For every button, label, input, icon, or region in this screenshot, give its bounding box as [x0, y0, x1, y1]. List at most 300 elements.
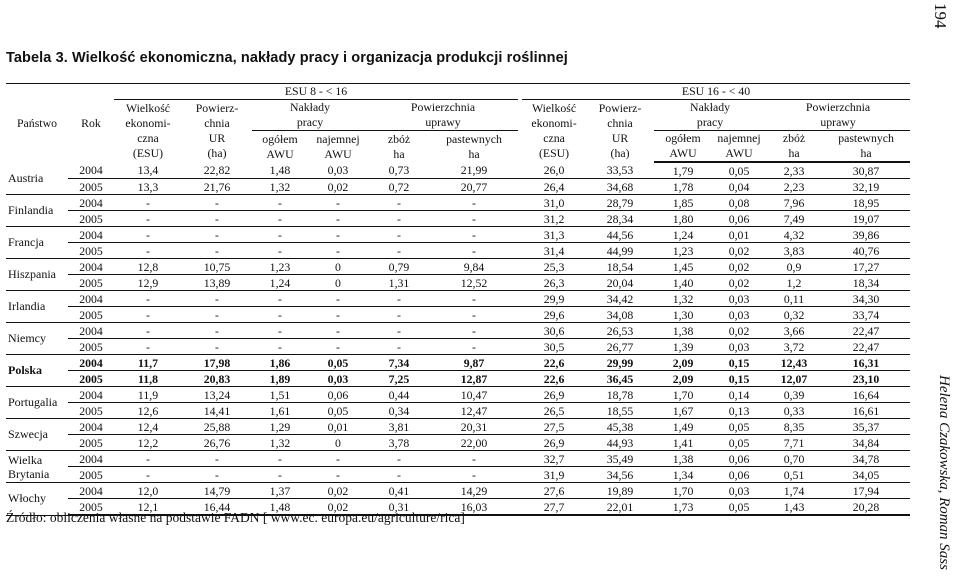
value-cell: 2,23 [766, 179, 822, 195]
value-cell: - [252, 211, 308, 227]
value-cell: 16,31 [822, 355, 910, 371]
value-cell: 0,70 [766, 451, 822, 467]
table-row [6, 162, 910, 179]
table-row [6, 355, 910, 371]
value-cell: 3,72 [766, 339, 822, 355]
value-cell: 26,77 [586, 339, 654, 355]
value-cell: 40,76 [822, 243, 910, 259]
value-cell: - [430, 467, 518, 483]
value-cell: 30,87 [822, 162, 910, 179]
value-cell: 34,84 [822, 435, 910, 451]
value-cell: 31,4 [522, 243, 586, 259]
value-cell: 29,9 [522, 291, 586, 307]
value-cell: 11,9 [114, 387, 182, 403]
value-cell: 0,04 [712, 179, 766, 195]
table-row [6, 227, 910, 243]
value-cell: 19,07 [822, 211, 910, 227]
value-cell: - [430, 323, 518, 339]
year-cell: 2005 [68, 339, 114, 355]
year-cell: 2004 [68, 227, 114, 243]
value-cell: 1,86 [252, 355, 308, 371]
table-row [6, 291, 910, 307]
value-cell: 0,03 [712, 483, 766, 499]
year-cell: 2005 [68, 371, 114, 387]
value-cell: 34,78 [822, 451, 910, 467]
value-cell: - [252, 243, 308, 259]
value-cell: 31,3 [522, 227, 586, 243]
value-cell: 12,2 [114, 435, 182, 451]
value-cell: 1,67 [654, 403, 712, 419]
value-cell: 34,42 [586, 291, 654, 307]
value-cell: - [368, 307, 430, 323]
country-name: Francja [6, 227, 68, 259]
table-body [6, 162, 910, 515]
value-cell: 29,6 [522, 307, 586, 323]
value-cell: 7,96 [766, 195, 822, 211]
value-cell: 18,34 [822, 275, 910, 291]
value-cell: 1,78 [654, 179, 712, 195]
value-cell: - [182, 307, 252, 323]
value-cell: - [182, 339, 252, 355]
value-cell: - [252, 195, 308, 211]
value-cell: - [368, 451, 430, 467]
value-cell: 0,72 [368, 179, 430, 195]
value-cell: 25,3 [522, 259, 586, 275]
value-cell: 0,05 [712, 499, 766, 516]
year-cell: 2004 [68, 323, 114, 339]
value-cell: 0 [308, 259, 368, 275]
value-cell: 1,80 [654, 211, 712, 227]
value-cell: 18,54 [586, 259, 654, 275]
value-cell: 1,45 [654, 259, 712, 275]
value-cell: - [114, 451, 182, 467]
year-cell: 2005 [68, 275, 114, 291]
value-cell: 12,87 [430, 371, 518, 387]
source-note: Źródło: obliczenia własne na podstawie FADN [ www.ec. europa.eu/agriculture/rica] [6, 510, 465, 525]
value-cell: - [308, 339, 368, 355]
value-cell: 17,94 [822, 483, 910, 499]
value-cell: 0,11 [766, 291, 822, 307]
table-row [6, 403, 910, 419]
value-cell: 28,34 [586, 211, 654, 227]
header-labour-b: Nakłady pracy [654, 100, 766, 131]
header-cereals-a: zbóż ha [387, 131, 411, 161]
value-cell: - [368, 211, 430, 227]
value-cell: 0,05 [308, 403, 368, 419]
header-labour-a: Nakłady pracy [252, 100, 368, 131]
year-cell: 2005 [68, 307, 114, 323]
value-cell: 22,6 [522, 355, 586, 371]
value-cell: 0,03 [308, 371, 368, 387]
value-cell: 7,49 [766, 211, 822, 227]
value-cell: 0,79 [368, 259, 430, 275]
value-cell: 26,9 [522, 435, 586, 451]
table-row [6, 179, 910, 195]
value-cell: 0,15 [712, 355, 766, 371]
value-cell: - [182, 323, 252, 339]
value-cell: 1,32 [252, 435, 308, 451]
value-cell: 1,38 [654, 323, 712, 339]
value-cell: - [308, 195, 368, 211]
value-cell: 19,89 [586, 483, 654, 499]
value-cell: 12,1 [114, 499, 182, 516]
value-cell: 26,76 [182, 435, 252, 451]
value-cell: - [368, 243, 430, 259]
value-cell: 1,89 [252, 371, 308, 387]
value-cell: - [368, 467, 430, 483]
table-row [6, 387, 910, 403]
value-cell: 22,82 [182, 162, 252, 179]
value-cell: 0,08 [712, 195, 766, 211]
value-cell: 0,01 [308, 419, 368, 435]
value-cell: 8,35 [766, 419, 822, 435]
value-cell: 23,10 [822, 371, 910, 387]
value-cell: - [252, 291, 308, 307]
value-cell: 0,05 [712, 435, 766, 451]
value-cell: 33,74 [822, 307, 910, 323]
year-cell: 2004 [68, 483, 114, 499]
value-cell: - [114, 467, 182, 483]
value-cell: - [308, 467, 368, 483]
value-cell: 13,24 [182, 387, 252, 403]
value-cell: 13,89 [182, 275, 252, 291]
value-cell: 13,4 [114, 162, 182, 179]
value-cell: 0,03 [712, 307, 766, 323]
value-cell: 12,52 [430, 275, 518, 291]
value-cell: 0,06 [308, 387, 368, 403]
value-cell: 0,02 [712, 323, 766, 339]
value-cell: 20,31 [430, 419, 518, 435]
value-cell: 2,33 [766, 162, 822, 179]
value-cell: 1,73 [654, 499, 712, 516]
value-cell: - [252, 467, 308, 483]
header-group-a: ESU 8 - < 16 [114, 84, 518, 100]
value-cell: 45,38 [586, 419, 654, 435]
year-cell: 2005 [68, 499, 114, 516]
value-cell: - [114, 307, 182, 323]
value-cell: - [368, 323, 430, 339]
value-cell: - [308, 243, 368, 259]
value-cell: - [114, 243, 182, 259]
value-cell: 44,93 [586, 435, 654, 451]
value-cell: 1,24 [654, 227, 712, 243]
value-cell: - [182, 227, 252, 243]
year-cell: 2005 [68, 467, 114, 483]
value-cell: 1,34 [654, 467, 712, 483]
value-cell: 1,32 [654, 291, 712, 307]
year-cell: 2004 [68, 259, 114, 275]
year-cell: 2005 [68, 211, 114, 227]
value-cell: - [252, 339, 308, 355]
value-cell: 0,41 [368, 483, 430, 499]
value-cell: 26,3 [522, 275, 586, 291]
header-country: Państwo [6, 84, 68, 163]
header-crop-a: Powierzchnia uprawy [368, 100, 518, 131]
value-cell: - [308, 307, 368, 323]
value-cell: 36,45 [586, 371, 654, 387]
value-cell: 0,05 [712, 162, 766, 179]
value-cell: - [308, 227, 368, 243]
value-cell: 10,47 [430, 387, 518, 403]
year-cell: 2004 [68, 355, 114, 371]
value-cell: 44,99 [586, 243, 654, 259]
table-row [6, 371, 910, 387]
value-cell: 1,2 [766, 275, 822, 291]
value-cell: - [308, 323, 368, 339]
data-table [6, 83, 910, 516]
value-cell: - [252, 307, 308, 323]
value-cell: 1,29 [252, 419, 308, 435]
value-cell: 14,41 [182, 403, 252, 419]
table-row [6, 451, 910, 467]
value-cell: 31,9 [522, 467, 586, 483]
value-cell: 29,99 [586, 355, 654, 371]
value-cell: 12,47 [430, 403, 518, 419]
value-cell: 39,86 [822, 227, 910, 243]
value-cell: 20,04 [586, 275, 654, 291]
header-esu-a: Wielkość ekonomi- czna (ESU) [125, 101, 171, 160]
header-total-b: ogółem AWU [654, 131, 712, 163]
value-cell: 0,06 [712, 467, 766, 483]
header-area-b: Powierz- chnia UR (ha) [598, 101, 642, 160]
value-cell: 12,8 [114, 259, 182, 275]
value-cell: 11,8 [114, 371, 182, 387]
value-cell: 0,32 [766, 307, 822, 323]
value-cell: 27,7 [522, 499, 586, 516]
country-name: Irlandia [6, 291, 68, 323]
value-cell: 0,06 [712, 451, 766, 467]
value-cell: - [252, 323, 308, 339]
value-cell: 3,81 [368, 419, 430, 435]
table-title: Tabela 3. Wielkość ekonomiczna, nakłady pracy i organizacja produkcji roślinnej [6, 50, 568, 66]
value-cell: 22,6 [522, 371, 586, 387]
value-cell: - [182, 195, 252, 211]
value-cell: 32,19 [822, 179, 910, 195]
year-cell: 2004 [68, 451, 114, 467]
value-cell: 17,27 [822, 259, 910, 275]
value-cell: - [430, 307, 518, 323]
value-cell: 1,70 [654, 483, 712, 499]
country-name: Finlandia [6, 195, 68, 227]
value-cell: 0,02 [712, 259, 766, 275]
value-cell: 1,43 [766, 499, 822, 516]
country-name: Niemcy [6, 323, 68, 355]
value-cell: - [308, 211, 368, 227]
table-row [6, 275, 910, 291]
value-cell: 2,09 [654, 355, 712, 371]
value-cell: 18,78 [586, 387, 654, 403]
value-cell: - [430, 227, 518, 243]
value-cell: 44,56 [586, 227, 654, 243]
value-cell: 13,3 [114, 179, 182, 195]
value-cell: - [430, 291, 518, 307]
value-cell: 12,0 [114, 483, 182, 499]
value-cell: 21,76 [182, 179, 252, 195]
header-group-b: ESU 16 - < 40 [522, 84, 910, 100]
value-cell: 27,6 [522, 483, 586, 499]
year-cell: 2004 [68, 162, 114, 179]
value-cell: - [252, 451, 308, 467]
header-year: Rok [68, 84, 114, 163]
value-cell: 31,0 [522, 195, 586, 211]
value-cell: 1,39 [654, 339, 712, 355]
value-cell: 2,09 [654, 371, 712, 387]
value-cell: 16,64 [822, 387, 910, 403]
year-cell: 2005 [68, 403, 114, 419]
value-cell: 0,13 [712, 403, 766, 419]
value-cell: 0,02 [712, 275, 766, 291]
value-cell: 16,44 [182, 499, 252, 516]
value-cell: 35,49 [586, 451, 654, 467]
value-cell: - [182, 291, 252, 307]
value-cell: 0,02 [308, 499, 368, 516]
header-crop-b: Powierzchnia uprawy [766, 100, 910, 131]
value-cell: 1,51 [252, 387, 308, 403]
value-cell: 7,25 [368, 371, 430, 387]
value-cell: - [252, 227, 308, 243]
value-cell: 17,98 [182, 355, 252, 371]
country-name: Hiszpania [6, 259, 68, 291]
value-cell: 0,15 [712, 371, 766, 387]
table-row [6, 259, 910, 275]
author-running-header: Helena Czakowska, Roman Sass [936, 375, 952, 570]
value-cell: 1,85 [654, 195, 712, 211]
header-esu-b: Wielkość ekonomi- czna (ESU) [531, 101, 577, 160]
value-cell: 1,49 [654, 419, 712, 435]
value-cell: 30,6 [522, 323, 586, 339]
table-row [6, 467, 910, 483]
value-cell: - [430, 339, 518, 355]
value-cell: - [182, 467, 252, 483]
value-cell: - [308, 291, 368, 307]
header-hired-a: najemnej AWU [316, 131, 360, 161]
value-cell: 7,34 [368, 355, 430, 371]
country-name: Portugalia [6, 387, 68, 419]
value-cell: 31,2 [522, 211, 586, 227]
value-cell: 21,99 [430, 162, 518, 179]
value-cell: 1,23 [252, 259, 308, 275]
value-cell: - [114, 195, 182, 211]
value-cell: 0,03 [308, 162, 368, 179]
table-row [6, 435, 910, 451]
header-pasture-b: pastewnych ha [822, 131, 910, 163]
value-cell: - [430, 451, 518, 467]
value-cell: - [114, 291, 182, 307]
table-row [6, 195, 910, 211]
table-row [6, 307, 910, 323]
value-cell: 20,83 [182, 371, 252, 387]
value-cell: 0,02 [308, 483, 368, 499]
value-cell: - [114, 323, 182, 339]
value-cell: 3,78 [368, 435, 430, 451]
value-cell: 0 [308, 275, 368, 291]
header-hired-b: najemnej AWU [712, 131, 766, 163]
value-cell: 22,47 [822, 339, 910, 355]
table-row [6, 419, 910, 435]
value-cell: 12,6 [114, 403, 182, 419]
value-cell: 27,5 [522, 419, 586, 435]
value-cell: 10,75 [182, 259, 252, 275]
table-row [6, 323, 910, 339]
country-name: Polska [6, 355, 68, 387]
value-cell: 1,74 [766, 483, 822, 499]
value-cell: 0,31 [368, 499, 430, 516]
year-cell: 2004 [68, 195, 114, 211]
header-cereals-b: zbóż ha [766, 131, 822, 163]
value-cell: 0,33 [766, 403, 822, 419]
value-cell: 1,48 [252, 162, 308, 179]
value-cell: 4,32 [766, 227, 822, 243]
table-row [6, 483, 910, 499]
value-cell: 26,9 [522, 387, 586, 403]
value-cell: 0,51 [766, 467, 822, 483]
value-cell: 1,23 [654, 243, 712, 259]
value-cell: 0,05 [712, 419, 766, 435]
value-cell: 0 [308, 435, 368, 451]
value-cell: 34,08 [586, 307, 654, 323]
value-cell: 0,05 [308, 355, 368, 371]
value-cell: 1,38 [654, 451, 712, 467]
value-cell: 0,06 [712, 211, 766, 227]
value-cell: 0,9 [766, 259, 822, 275]
header-pasture-a: pastewnych ha [446, 131, 502, 161]
value-cell: 14,29 [430, 483, 518, 499]
value-cell: 3,83 [766, 243, 822, 259]
header-area-a: Powierz- chnia UR (ha) [195, 101, 239, 160]
value-cell: - [308, 451, 368, 467]
value-cell: - [368, 291, 430, 307]
value-cell: 12,43 [766, 355, 822, 371]
value-cell: - [430, 211, 518, 227]
header-total-a: ogółem AWU [262, 131, 298, 161]
value-cell: 1,70 [654, 387, 712, 403]
value-cell: 22,47 [822, 323, 910, 339]
value-cell: 1,31 [368, 275, 430, 291]
value-cell: 20,77 [430, 179, 518, 195]
value-cell: 32,7 [522, 451, 586, 467]
value-cell: 1,32 [252, 179, 308, 195]
value-cell: 12,9 [114, 275, 182, 291]
value-cell: 0,01 [712, 227, 766, 243]
year-cell: 2004 [68, 291, 114, 307]
value-cell: 1,79 [654, 162, 712, 179]
country-name: Włochy [6, 483, 68, 516]
page-number: 194 [931, 3, 950, 29]
table-row [6, 211, 910, 227]
value-cell: 34,30 [822, 291, 910, 307]
value-cell: 9,84 [430, 259, 518, 275]
value-cell: - [368, 227, 430, 243]
value-cell: 0,34 [368, 403, 430, 419]
value-cell: 25,88 [182, 419, 252, 435]
table-row [6, 339, 910, 355]
value-cell: 26,0 [522, 162, 586, 179]
value-cell: 0,03 [712, 291, 766, 307]
year-cell: 2005 [68, 435, 114, 451]
value-cell: 0,44 [368, 387, 430, 403]
value-cell: 34,56 [586, 467, 654, 483]
value-cell: - [430, 195, 518, 211]
value-cell: 9,87 [430, 355, 518, 371]
value-cell: 0,39 [766, 387, 822, 403]
year-cell: 2004 [68, 387, 114, 403]
value-cell: 1,24 [252, 275, 308, 291]
value-cell: 0,02 [308, 179, 368, 195]
value-cell: 7,71 [766, 435, 822, 451]
value-cell: - [182, 211, 252, 227]
value-cell: - [182, 451, 252, 467]
year-cell: 2004 [68, 419, 114, 435]
